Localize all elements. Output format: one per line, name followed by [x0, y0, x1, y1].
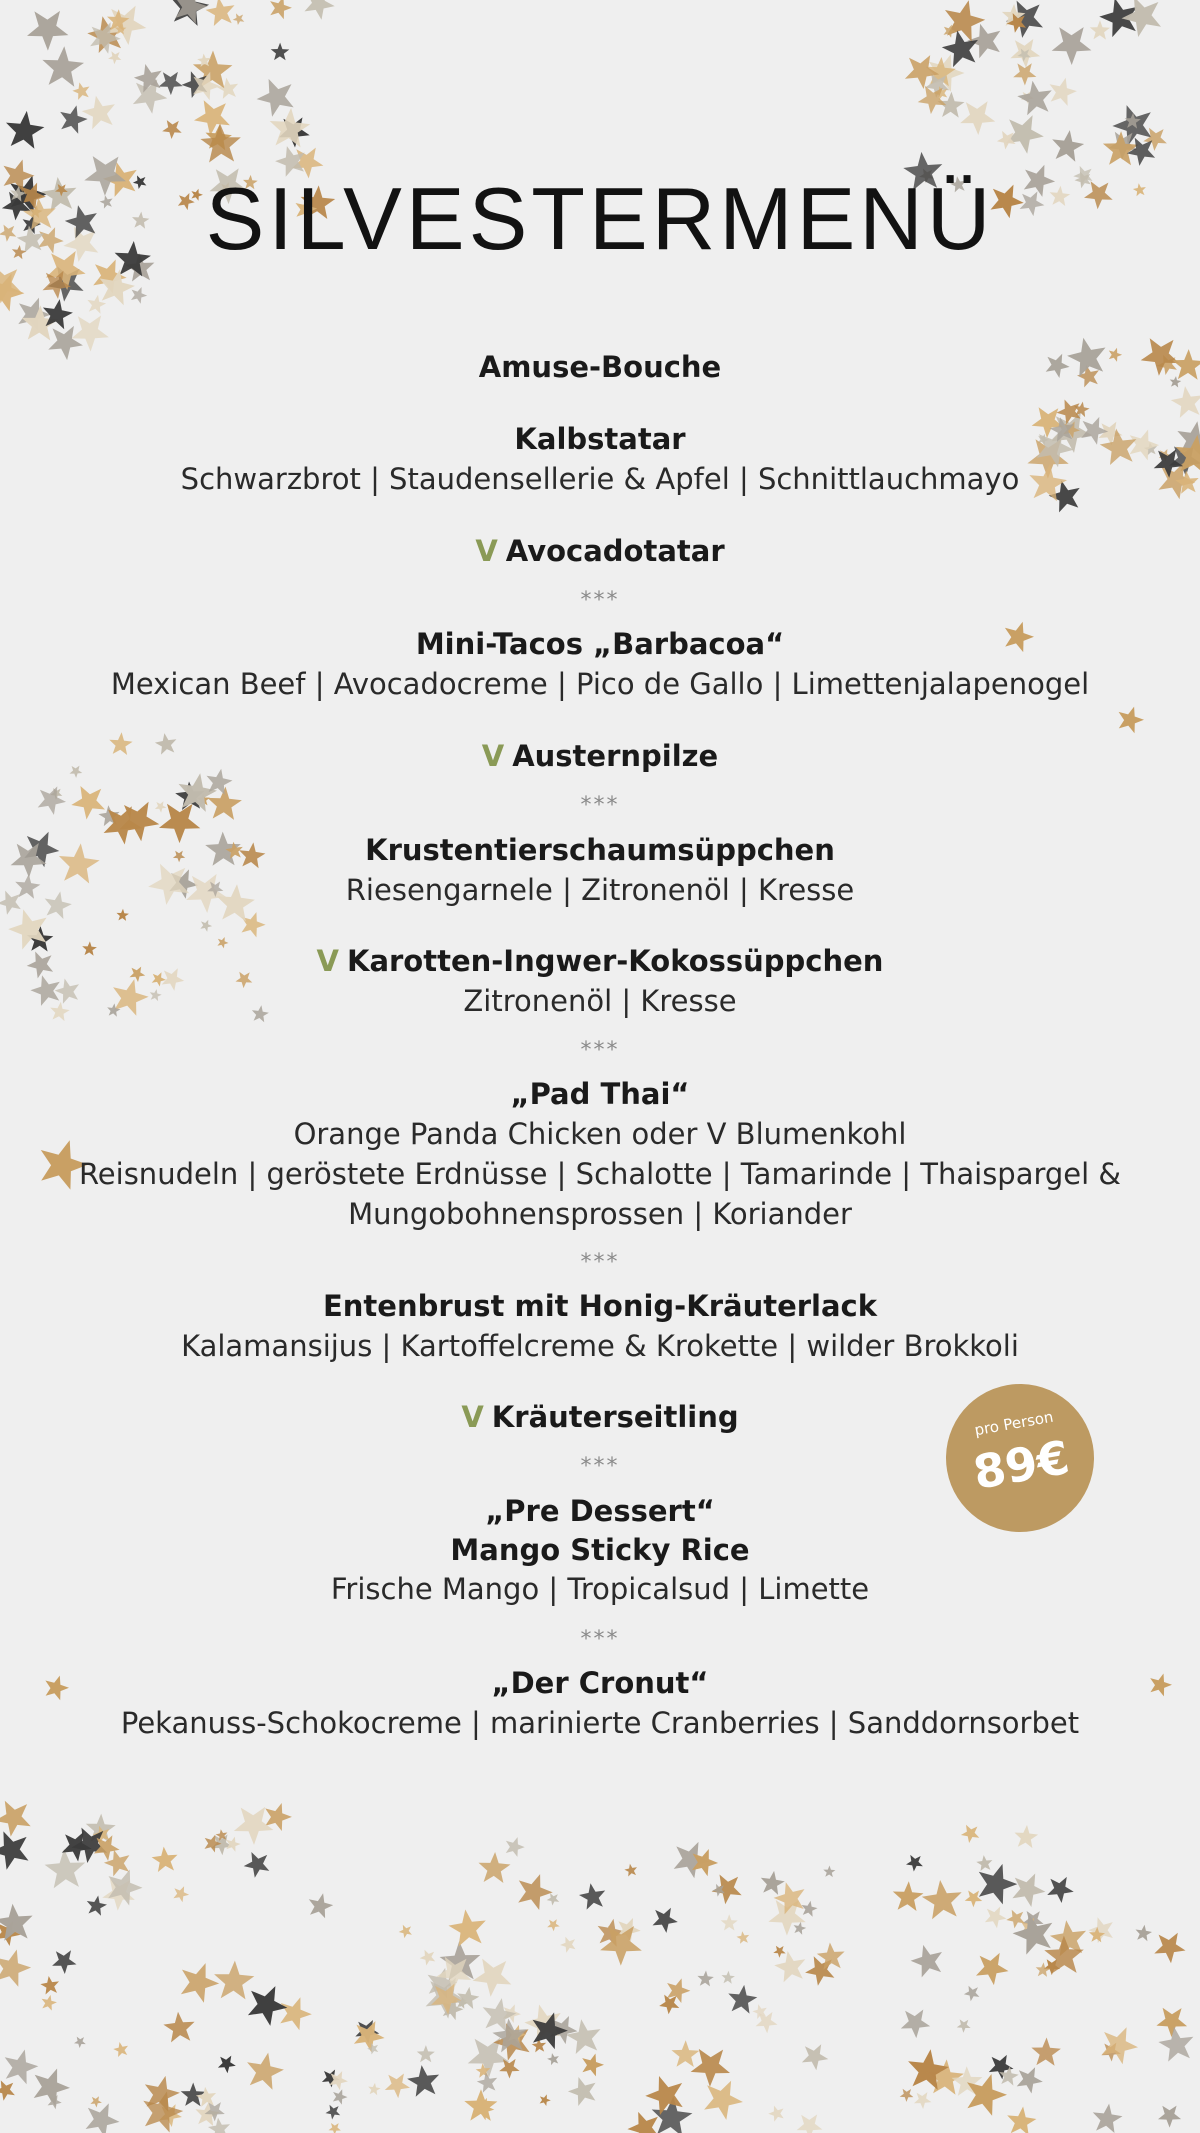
confetti-star [131, 287, 147, 304]
dish-pad-thai-desc-3: Mungobohnensprossen | Koriander [348, 1197, 852, 1231]
confetti-star [721, 1914, 738, 1930]
confetti-star [247, 2053, 284, 2090]
confetti-star [265, 1803, 292, 1831]
confetti-star [961, 1825, 979, 1843]
confetti-star [52, 1950, 76, 1974]
confetti-star [794, 1922, 807, 1935]
page-title: SILVESTERMENÜ [205, 169, 995, 268]
confetti-star [728, 1985, 757, 2014]
confetti-star [233, 13, 245, 25]
confetti-star [152, 1847, 178, 1872]
confetti-star [0, 1950, 31, 1987]
confetti-star [568, 2077, 596, 2106]
confetti-star [218, 2056, 236, 2074]
confetti-star [27, 11, 68, 51]
confetti-star [566, 2019, 601, 2054]
confetti-star [540, 2094, 551, 2106]
confetti-star [368, 2083, 380, 2095]
confetti-star [1047, 1877, 1074, 1903]
dish-mini-tacos: Mini-Tacos „Barbacoa“ [415, 627, 785, 661]
confetti-star [117, 909, 129, 921]
confetti-star [1158, 2027, 1193, 2062]
confetti-star [159, 72, 183, 95]
confetti-star [582, 2054, 604, 2077]
confetti-star [417, 2045, 435, 2062]
dish-pad-thai-desc-2: Reisnudeln | geröstete Erdnüsse | Schalotte | Tamarinde | Thaispargel & [78, 1157, 1122, 1191]
confetti-star [242, 912, 266, 937]
confetti-star [399, 1925, 412, 1938]
confetti-star [72, 82, 89, 100]
dish-entenbrust: Entenbrust mit Honig-Kräuterlack [322, 1289, 878, 1323]
confetti-star [479, 1852, 511, 1883]
dish-pre-dessert: „Pre Dessert“ [485, 1494, 715, 1528]
confetti-star [722, 1971, 735, 1984]
confetti-star [82, 96, 115, 130]
dish-avocadotatar: V Avocadotatar [475, 534, 725, 568]
confetti-star [1156, 2008, 1187, 2037]
confetti-star [964, 1986, 980, 2002]
confetti-star [86, 2103, 120, 2133]
confetti-star [1171, 386, 1200, 418]
confetti-star [797, 2115, 823, 2133]
confetti-star [329, 2123, 341, 2133]
confetti-star [1006, 1910, 1025, 1929]
confetti-star [90, 2096, 102, 2107]
confetti-star [737, 1931, 750, 1944]
confetti-star [214, 1961, 254, 2000]
vegetarian-mark: V [461, 1400, 484, 1434]
confetti-star [627, 2112, 659, 2133]
confetti-star [518, 1874, 553, 1910]
confetti-star [1122, 0, 1162, 37]
confetti-star [248, 1986, 287, 2026]
confetti-star [1052, 130, 1084, 162]
confetti-star [173, 1886, 189, 1902]
confetti-star [87, 1896, 107, 1916]
separator: *** [580, 1627, 620, 1652]
confetti-star [957, 2019, 971, 2032]
confetti-star [87, 295, 106, 314]
confetti-star [200, 124, 240, 163]
confetti-star [653, 1908, 678, 1933]
confetti-star [420, 1950, 436, 1966]
confetti-star [773, 1946, 785, 1958]
confetti-star [244, 1852, 270, 1878]
dish-der-cronut: „Der Cronut“ [491, 1666, 709, 1700]
confetti-star [1090, 20, 1110, 39]
course-amuse-bouche: Amuse-Bouche [478, 350, 722, 384]
confetti-star [914, 2092, 931, 2109]
vegetarian-mark: V [481, 739, 505, 773]
confetti-star [60, 105, 87, 133]
confetti-star [985, 1907, 1007, 1929]
vegetarian-mark: V [316, 944, 339, 978]
confetti-star [5, 2050, 39, 2085]
confetti-star [1007, 2107, 1036, 2133]
confetti-star [1136, 1925, 1153, 1941]
confetti-star [802, 1901, 818, 1917]
confetti-star [0, 1801, 31, 1837]
confetti-star [645, 2076, 682, 2115]
confetti-star [163, 2012, 194, 2043]
confetti-star [42, 1995, 57, 2011]
confetti-star [911, 1945, 942, 1978]
dish-karotten-ingwer-desc: Zitronenöl | Kresse [463, 984, 737, 1018]
confetti-star [1052, 27, 1092, 65]
confetti-star [893, 1881, 924, 1911]
confetti-star [761, 1871, 785, 1895]
confetti-star [407, 2065, 439, 2097]
confetti-star [1074, 402, 1090, 418]
dish-pad-thai: „Pad Thai“ [510, 1077, 690, 1111]
dish-krustentierschaumsueppchen-desc: Riesengarnele | Zitronenöl | Kresse [345, 873, 855, 907]
confetti-star [0, 1831, 29, 1869]
confetti-star [108, 51, 121, 64]
confetti-star [624, 1864, 637, 1877]
dish-kraeuterseitling: V Kräuterseitling [461, 1400, 739, 1434]
confetti-star [906, 1855, 923, 1872]
confetti-star [691, 2049, 730, 2087]
confetti-star [1015, 1825, 1039, 1848]
confetti-star [1017, 81, 1051, 116]
confetti-star [1031, 2038, 1061, 2066]
confetti-star [326, 2105, 341, 2120]
confetti-star [181, 1963, 219, 2003]
confetti-star [449, 1910, 486, 1947]
confetti-star [206, 0, 235, 26]
confetti-star [672, 2040, 700, 2067]
dish-entenbrust-desc: Kalamansijus | Kartoffelcreme & Krokette | wilder Brokkoli [181, 1329, 1019, 1363]
confetti-star [1119, 707, 1144, 734]
confetti-star [979, 1864, 1018, 1905]
dish-krustentierschaumsueppchen: Krustentierschaumsüppchen [365, 833, 835, 867]
confetti-star [965, 1891, 983, 1908]
dish-der-cronut-desc: Pekanuss-Schokocreme | marinierte Cranberries | Sanddornsorbet [120, 1706, 1080, 1740]
confetti-star [506, 1837, 525, 1857]
separator: *** [580, 1454, 620, 1479]
separator: *** [580, 1250, 620, 1275]
confetti-star [194, 100, 230, 136]
dish-kalbstatar-desc: Schwarzbrot | Staudensellerie & Apfel | Schnittlauchmayo [180, 462, 1020, 496]
confetti-star [280, 1997, 312, 2030]
confetti-star [333, 2089, 348, 2104]
confetti-star [1012, 1874, 1045, 1908]
confetti-star [305, 0, 335, 20]
confetti-star [900, 2089, 914, 2102]
confetti-star [802, 2044, 828, 2070]
separator: *** [580, 793, 620, 818]
separator: *** [580, 1038, 620, 1063]
confetti-star [113, 2042, 128, 2057]
confetti-star [1154, 1933, 1185, 1964]
confetti-star [1050, 78, 1077, 106]
dish-karotten-ingwer: V Karotten-Ingwer-Kokossüppchen [316, 944, 884, 978]
confetti-star [200, 920, 212, 932]
price-label: pro Person [973, 1407, 1055, 1440]
dish-kalbstatar: Kalbstatar [514, 422, 686, 456]
confetti-star [823, 1866, 835, 1878]
confetti-star [547, 2053, 559, 2065]
dish-pad-thai-desc-1: Orange Panda Chicken oder V Blumenkohl [293, 1117, 907, 1151]
confetti-star [922, 1880, 962, 1919]
confetti-star [1017, 2067, 1043, 2093]
confetti-star [385, 2074, 410, 2099]
confetti-star [143, 2091, 183, 2132]
separator: *** [580, 588, 620, 613]
confetti-star [181, 2083, 206, 2107]
confetti-star [697, 1971, 713, 1987]
confetti-star [6, 111, 44, 149]
confetti-star [0, 2080, 15, 2100]
confetti-star [547, 1893, 560, 1905]
confetti-star [270, 108, 311, 147]
vegetarian-mark: V [475, 534, 498, 568]
confetti-star [547, 1919, 560, 1931]
confetti-star [901, 2010, 930, 2039]
confetti-star [976, 1855, 992, 1871]
confetti-star [560, 1937, 575, 1953]
dish-austernpilze: V Austernpilze [481, 739, 719, 773]
confetti-star [40, 1976, 59, 1995]
confetti-star [1158, 2106, 1181, 2128]
dish-mango-sticky-rice-desc: Frische Mango | Tropicalsud | Limette [330, 1572, 870, 1606]
confetti-star [42, 46, 84, 86]
confetti-star [473, 1959, 512, 1997]
dish-mini-tacos-desc: Mexican Beef | Avocadocreme | Pico de Gallo | Limettenjalapenogel [110, 667, 1090, 701]
confetti-star [768, 2106, 783, 2122]
confetti-star [257, 79, 294, 117]
confetti-star [659, 1995, 679, 2015]
confetti-star [270, 0, 292, 19]
price-value: 89€ [969, 1429, 1074, 1500]
confetti-star [976, 1953, 1009, 1985]
confetti-star [960, 101, 995, 135]
confetti-star [1093, 2104, 1123, 2133]
dish-mango-sticky-rice: Mango Sticky Rice [450, 1533, 750, 1567]
confetti-star [205, 1835, 222, 1853]
confetti-star [162, 120, 182, 139]
confetti-star [1127, 138, 1155, 166]
confetti-star [74, 2037, 86, 2048]
confetti-star [271, 43, 290, 61]
confetti-star [579, 1883, 605, 1909]
confetti-star [704, 2081, 743, 2120]
confetti-star [234, 1807, 274, 1845]
confetti-star [309, 1893, 333, 1918]
